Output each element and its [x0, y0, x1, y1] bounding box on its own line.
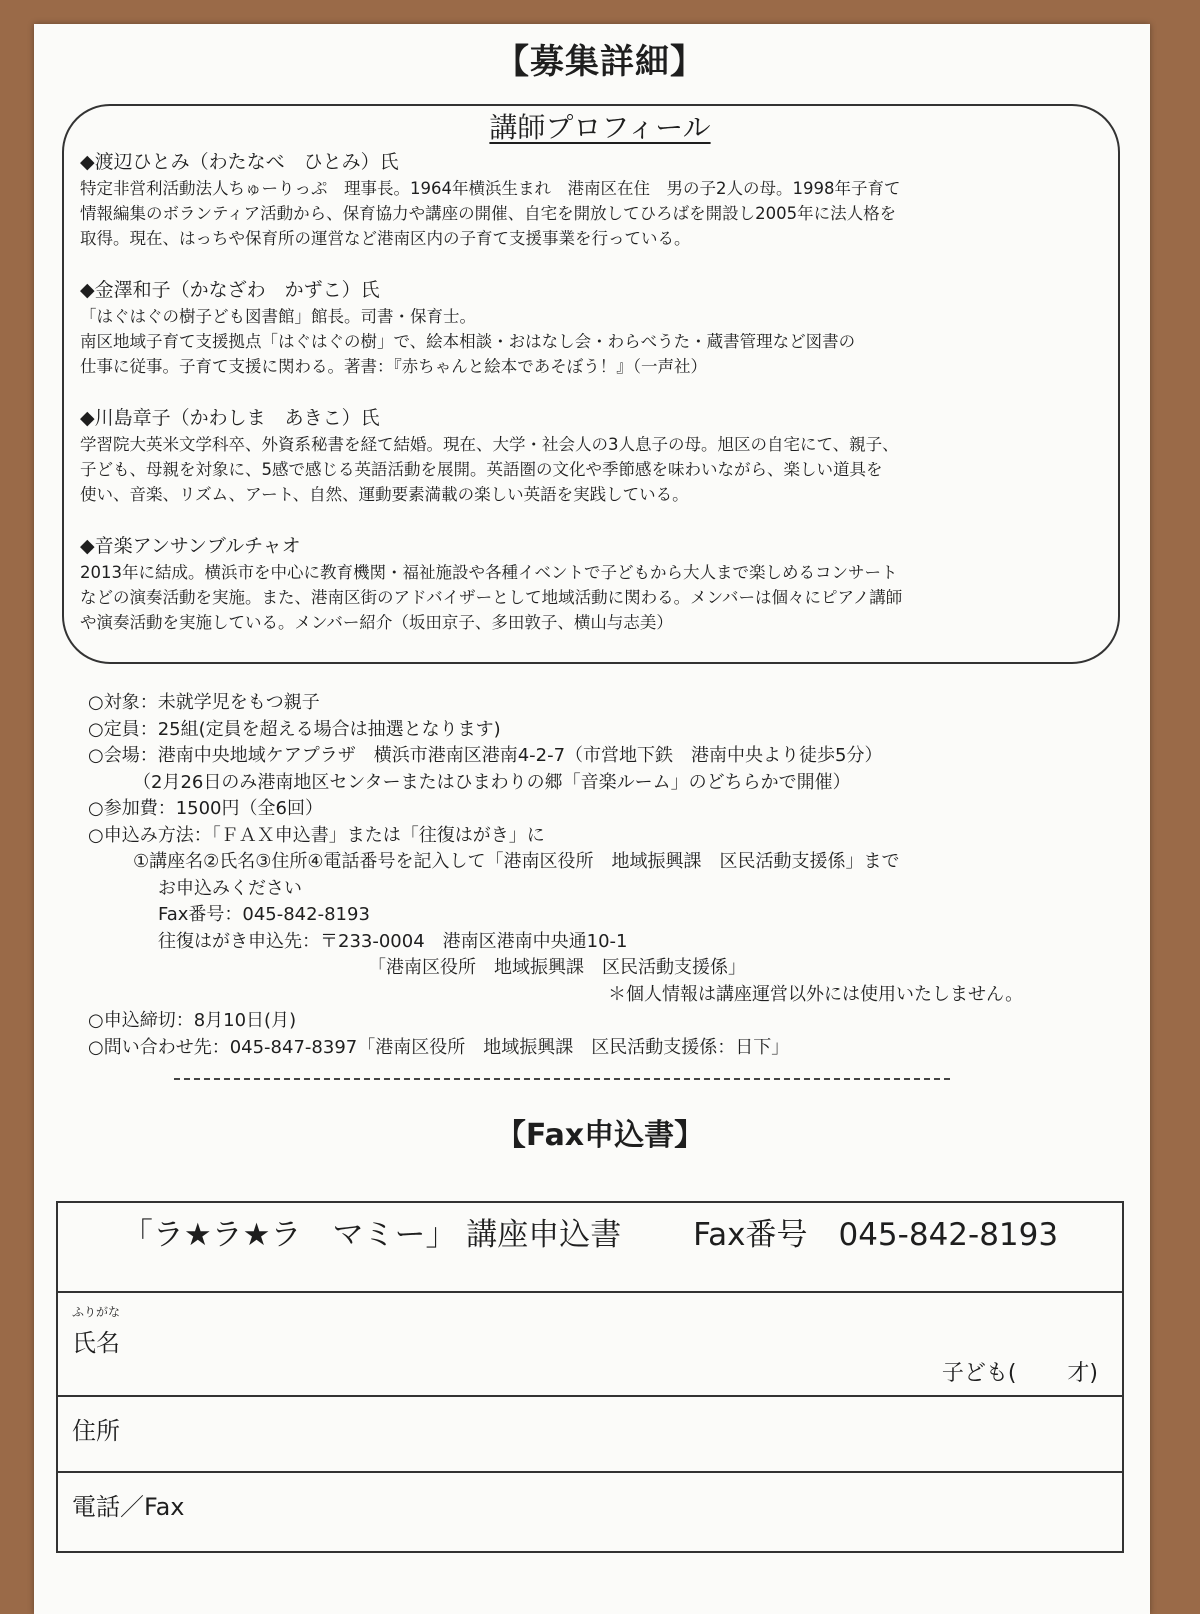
instructor-name: ◆音楽アンサンブルチャオ [80, 535, 301, 557]
venue-line: ○会場：港南中央地域ケアプラザ 横浜市港南区港南4-2-7（市営地下鉄 港南中央より徒歩5分） [88, 745, 883, 766]
postcard-recipient: 「港南区役所 地域振興課 区民活動支援係」 [368, 957, 746, 978]
instructor-description: 2013年に結成。横浜市を中心に教育機関・福祉施設や各種イベントで子どもから大人まで楽しめるコンサート などの演奏活動を実施。また、港南区街のアドバイザーとして地域活動に関わる。メンバーは個々にピアノ講師 や演奏活動を実施している。メンバー紹介（坂田京子、多田敦子、横山与志美） [80, 563, 903, 632]
instructor-name: ◆渡辺ひとみ（わたなべ ひとみ）氏 [80, 151, 399, 173]
address-label: 住所 [72, 1417, 120, 1445]
furigana-label: ふりがな [72, 1305, 121, 1319]
instructor-profile [80, 532, 1110, 635]
profile-heading: 講師プロフィール [489, 111, 711, 144]
instructor-list [80, 148, 1110, 660]
fax-section-title: 【Fax申込書】 [495, 1118, 705, 1153]
address-field[interactable] [58, 1397, 1122, 1473]
fax-application-form [56, 1201, 1124, 1553]
fee-line: ○参加費：1500円（全6回） [88, 798, 323, 819]
recruitment-details [88, 690, 1118, 1061]
name-label: 氏名 [72, 1329, 120, 1357]
instructor-profile [80, 148, 1110, 251]
instructor-description: 特定非営利活動法人ちゅーりっぷ 理事長。1964年横浜生まれ 港南区在住 男の子2人の母。1998年子育て 情報編集のボランティア活動から、保育協力や講座の開催、自宅を開放してひろばを開設し2005年に法人格を 取得。現在、はっちや保育所の運営など港南区内の子育て支援事業を行っている。 [80, 179, 901, 248]
instructor-name: ◆川島章子（かわしま あきこ）氏 [80, 407, 380, 429]
privacy-note: ＊個人情報は講座運営以外には使用いたしません。 [608, 983, 1024, 1005]
instructor-description: 学習院大英米文学科卒、外資系秘書を経て結婚。現在、大学・社会人の3人息子の母。旭区の自宅にて、親子、 子ども、母親を対象に、5感で感じる英語活動を展開。英語圏の文化や季節感を味わいながら、楽しい道具を 使い、音楽、リズム、アート、自然、運動要素満載の楽しい英語を実践している。 [80, 435, 899, 504]
phone-fax-label: 電話／Fax [72, 1493, 185, 1521]
form-header-row [58, 1203, 1122, 1293]
target-line: ○対象：未就学児をもつ親子 [88, 692, 320, 713]
instructor-profile [80, 404, 1110, 507]
method-instructions: ①講座名②氏名③住所④電話番号を記入して「港南区役所 地域振興課 区民活動支援係」まで [133, 851, 900, 872]
contact-line: ○問い合わせ先：045-847-8397「港南区役所 地域振興課 区民活動支援係：日下」 [88, 1036, 790, 1058]
name-field[interactable] [58, 1293, 1122, 1397]
phone-fax-field[interactable] [58, 1473, 1122, 1553]
deadline-line: ○申込締切：8月10日(月) [88, 1010, 297, 1031]
page-title: 【募集詳細】 [495, 42, 705, 82]
venue-note: （2月26日のみ港南地区センターまたはひまわりの郷「音楽ルーム」のどちらかで開催） [133, 771, 851, 793]
child-age-label: 子ども( 才) [941, 1361, 1098, 1386]
method-instructions-cont: お申込みください [158, 877, 302, 899]
postcard-address: 往復はがき申込先：〒233-0004 港南区港南中央通10-1 [158, 930, 628, 952]
method-line: ○申込み方法：「ＦＡＸ申込書」または「往復はがき」に [88, 824, 545, 846]
instructor-profile [80, 276, 1110, 379]
cut-line-divider [174, 1078, 950, 1080]
form-header: 「ラ★ラ★ラ マミー」 講座申込書 Fax番号 045-842-8193 [121, 1217, 1059, 1253]
capacity-line: ○定員：25組(定員を超える場合は抽選となります) [88, 718, 501, 740]
instructor-description: 「はぐはぐの樹子ども図書館」館長。司書・保育士。 南区地域子育て支援拠点「はぐはぐの樹」で、絵本相談・おはなし会・わらべうた・蔵書管理など図書の 仕事に従事。子育て支援に関わる。著書：『赤ちゃんと絵本であそぼう！』（一声社） [80, 307, 856, 376]
fax-number-line: Fax番号：045-842-8193 [158, 904, 370, 925]
instructor-name: ◆金澤和子（かなざわ かずこ）氏 [80, 279, 380, 301]
